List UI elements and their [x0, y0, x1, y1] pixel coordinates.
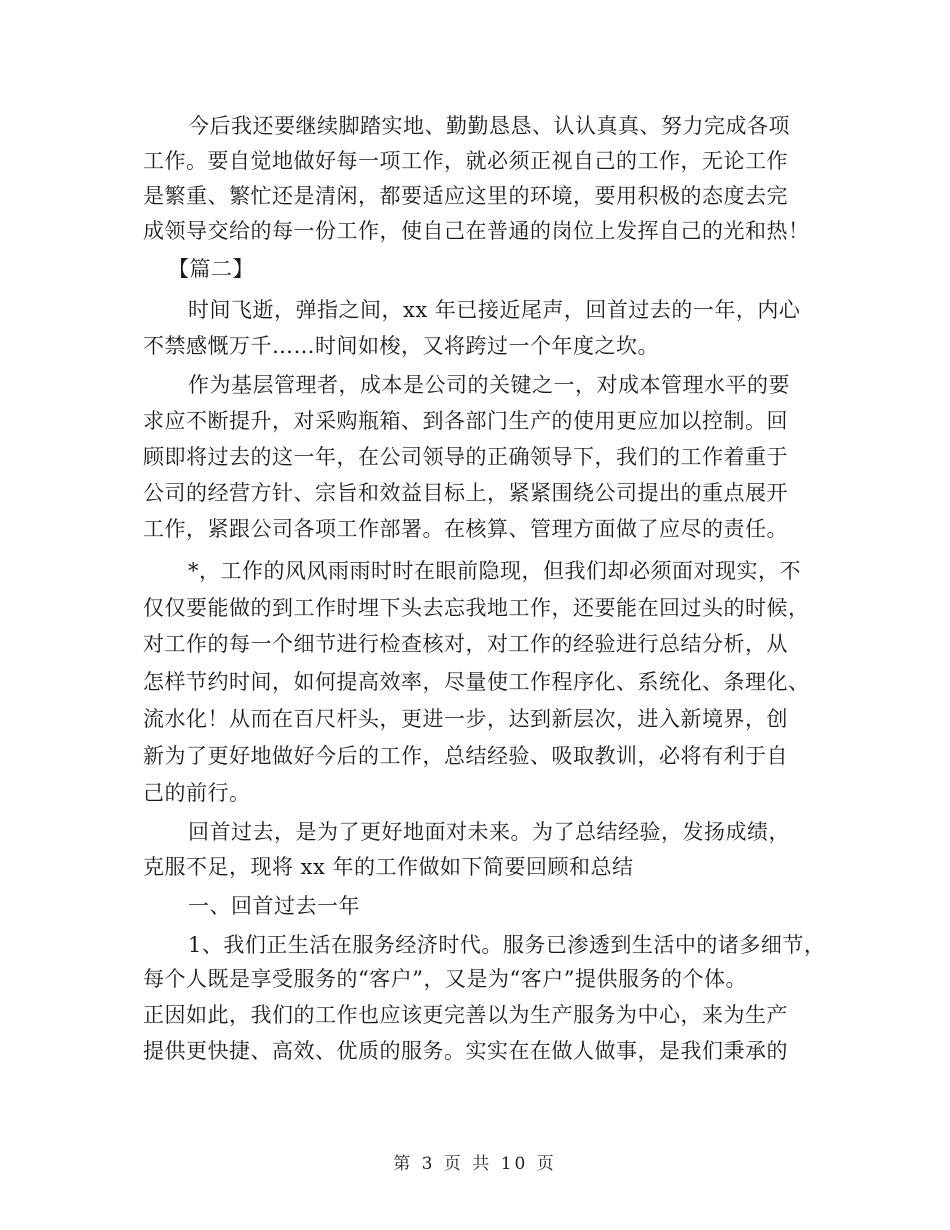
- text-line: 新为了更好地做好今后的工作，总结经验、吸取教训，必将有利于自: [143, 744, 788, 768]
- text-line: 工作。要自觉地做好每一项工作，就必须正视自己的工作，无论工作: [143, 149, 788, 173]
- text-line: 顾即将过去的这一年，在公司领导的正确领导下，我们的工作着重于: [143, 445, 788, 469]
- text-line: 时间飞逝，弹指之间，xx 年已接近尾声，回首过去的一年，内心: [188, 298, 801, 322]
- text-line: 作为基层管理者，成本是公司的关键之一，对成本管理水平的要: [188, 373, 790, 397]
- text-line: *，工作的风风雨雨时时在眼前隐现，但我们却必须面对现实，不: [188, 559, 801, 583]
- text-line: 对工作的每一个细节进行检查核对，对工作的经验进行总结分析，从: [143, 632, 788, 656]
- text-line: 1、我们正生活在服务经济时代。服务已渗透到生活中的诸多细节，: [188, 933, 826, 957]
- text-line: 回首过去，是为了更好地面对未来。为了总结经验，发扬成绩，: [188, 820, 790, 844]
- text-line: 求应不断提升，对采购瓶箱、到各部门生产的使用更应加以控制。回: [143, 409, 788, 433]
- section-heading: 一、回首过去一年: [188, 894, 360, 918]
- text-line: 提供更快捷、高效、优质的服务。实实在在做人做事，是我们秉承的: [143, 1039, 788, 1063]
- text-line: 每个人既是享受服务的“客户”，又是为“客户”提供服务的个体。: [143, 967, 747, 991]
- text-line: 怎样节约时间，如何提高效率，尽量使工作程序化、系统化、条理化、: [143, 670, 810, 694]
- text-line: 工作，紧跟公司各项工作部署。在核算、管理方面做了应尽的责任。: [143, 517, 788, 541]
- text-line: 己的前行。: [143, 781, 251, 805]
- text-line: 仅仅要能做的到工作时埋下头去忘我地工作，还要能在回过头的时候，: [143, 596, 810, 620]
- text-line: 流水化！从而在百尺杆头，更进一步，达到新层次，进入新境界，创: [143, 707, 788, 731]
- page-number: 第 3 页 共 10 页: [393, 1154, 557, 1174]
- text-line: 成领导交给的每一份工作，使自己在普通的岗位上发挥自己的光和热！: [143, 219, 810, 243]
- text-line: 是繁重、繁忙还是清闲，都要适应这里的环境，要用积极的态度去完: [143, 184, 788, 208]
- text-line: 公司的经营方针、宗旨和效益目标上，紧紧围绕公司提出的重点展开: [143, 481, 788, 505]
- section-heading: 【篇二】: [168, 257, 254, 281]
- text-line: 正因如此，我们的工作也应该更完善以为生产服务为中心，来为生产: [143, 1003, 788, 1027]
- text-line: 今后我还要继续脚踏实地、勤勤恳恳、认认真真、努力完成各项: [188, 114, 790, 138]
- text-line: 不禁感慨万千……时间如梭，又将跨过一个年度之坎。: [143, 334, 659, 358]
- text-line: 克服不足，现将 xx 年的工作做如下简要回顾和总结: [143, 855, 634, 879]
